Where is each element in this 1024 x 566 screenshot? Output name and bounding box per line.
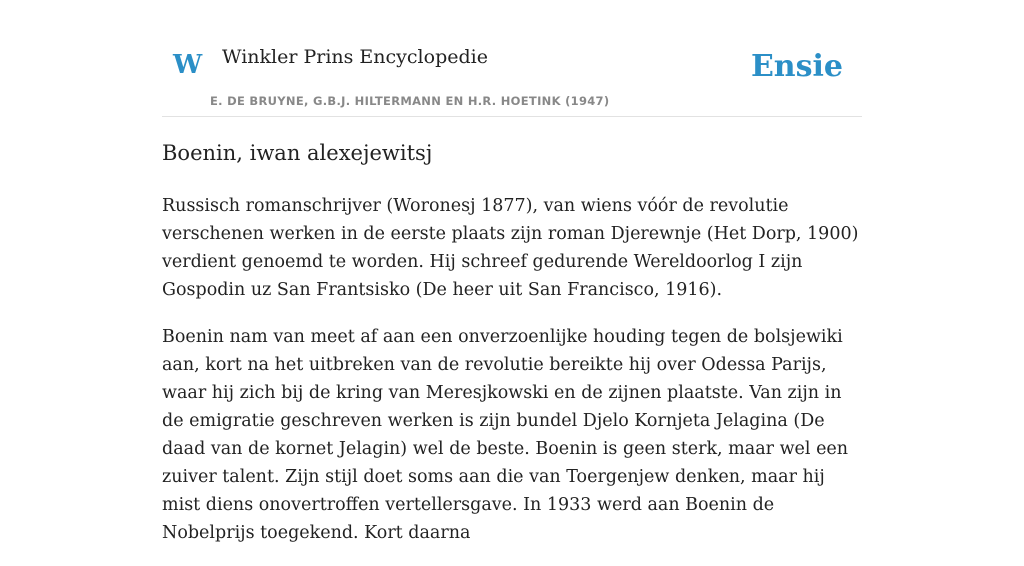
article-title: Boenin, iwan alexejewitsj bbox=[162, 141, 433, 165]
publication-authors: E. DE BRUYNE, G.B.J. HILTERMANN EN H.R. HOETINK (1947) bbox=[210, 94, 610, 108]
publication-logo-icon[interactable]: W bbox=[173, 50, 203, 80]
ensie-logo[interactable]: Ensie bbox=[750, 49, 843, 84]
site-header bbox=[162, 0, 862, 117]
publication-title[interactable]: Winkler Prins Encyclopedie bbox=[222, 46, 488, 68]
article-paragraph: Russisch romanschrijver (Woronesj 1877), van wiens vóór de revolutie verschenen werken in de eerste plaats zijn roman Djerewnje (Het Dorp, 1900) verdient genoemd te worden. Hij schreef gedurende Wereldoorlog I zijn Gospodin uz San Frantsisko (De heer uit San Francisco, 1916). bbox=[162, 196, 859, 300]
article-body bbox=[162, 192, 862, 566]
article-paragraph: Boenin nam van meet af aan een onverzoenlijke houding tegen de bolsjewiki aan, kort na het uitbreken van de revolutie bereikte hij over Odessa Parijs, waar hij zich bij de kring van Meresjkowski en de zijnen plaatste. Van zijn in de emigratie geschreven werken is zijn bundel Djelo Kornjeta Jelagina (De daad van de kornet Jelagin) wel de beste. Boenin is geen sterk, maar wel een zuiver talent. Zijn stijl doet soms aan die van Toergenjew denken, maar hij mist diens onovertroffen vertellersgave. In 1933 werd aan Boenin de Nobelprijs toegekend. Kort daarna bbox=[162, 327, 849, 543]
